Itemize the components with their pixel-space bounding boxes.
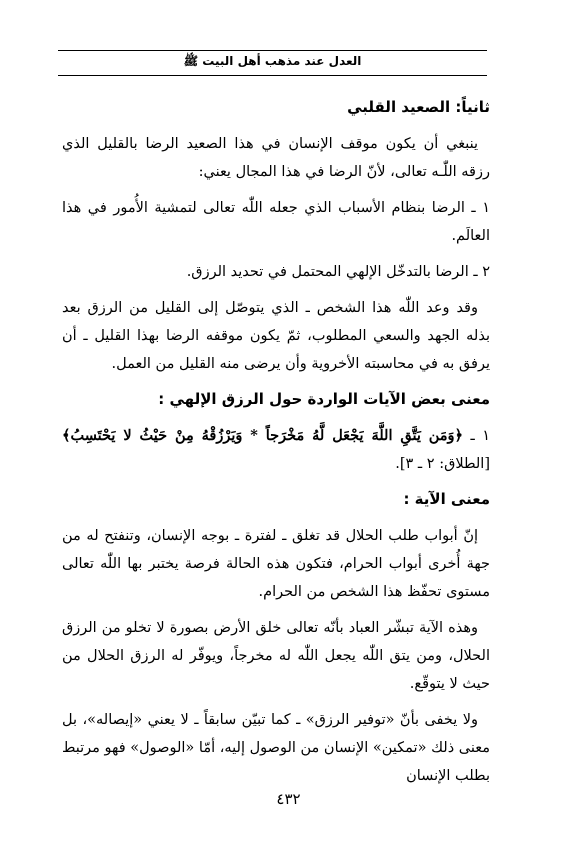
running-header — [58, 45, 487, 83]
paragraph: ينبغي أن يكون موقف الإنسان في هذا الصعيد الرضا بالقليل الذي رزقه اللّٰـه تعالى، لأنّ الرضا في هذا المجال يعني: — [62, 136, 490, 180]
section-heading: معنى بعض الآيات الواردة حول الرزق الإلهي : — [158, 390, 490, 408]
running-title: العدل عند مذهب أهل البيت ﷺ — [183, 54, 362, 68]
header-top-rule — [58, 50, 487, 51]
section-heading: معنى الآية : — [403, 490, 490, 508]
page-number: ٤٣٢ — [276, 790, 301, 808]
section-heading: ثانياً: الصعيد القلبي — [347, 98, 490, 116]
page-body — [62, 92, 490, 798]
paragraph: ولا يخفى بأنّ «توفير الرزق» ـ كما تبيّن سابقاً ـ لا يعني «إيصاله»، بل معنى ذلك «تمكين» الإنسان من الوصول إليه، أمّا «الوصول» فهو مرتبط بطلب الإنسان — [62, 712, 490, 784]
verse-number: ١ ـ — [470, 428, 491, 444]
paragraph: وقد وعد اللّٰه هذا الشخص ـ الذي يتوصّل إلى القليل من الرزق بعد بذله الجهد والسعي المطلوب، ثمّ يكون موقفه الرضا بهذا القليل ـ أن يرفق به في محاسبته الأخروية وأن يرضى منه القليل من العمل. — [62, 300, 490, 372]
verse-reference: [الطلاق: ٢ ـ ٣]. — [395, 456, 490, 472]
list-item: ٢ ـ الرضا بالتدخّل الإلهي المحتمل في تحديد الرزق. — [186, 264, 490, 280]
quran-verse — [62, 422, 490, 478]
list-item: ١ ـ الرضا بنظام الأسباب الذي جعله اللّٰه تعالى لتمشية الأُمور في هذا العالَم. — [62, 200, 490, 244]
verse-text: ﴿وَمَن يَتَّقِ اللَّهَ يَجْعَل لَّهُ مَخْرَجاً * وَيَرْزُقْهُ مِنْ حَيْثُ لا يَحْتَسِبُ﴾ — [62, 427, 464, 444]
paragraph: وهذه الآية تبشّر العباد بأنّه تعالى خلق الأرض بصورة لا تخلو من الرزق الحلال، ومن يتق اللّٰه يجعل اللّٰه له مخرجاً، ويوفّر له الرزق الحلال من حيث لا يتوقّع. — [62, 620, 490, 692]
paragraph: إنّ أبواب طلب الحلال قد تغلق ـ لفترة ـ بوجه الإنسان، وتنفتح له من جهة أُخرى أبواب الحرام، فتكون هذه الحالة فرصة يختبر بها اللّٰه تعالى مستوى تحفّظ هذا الشخص من الحرام. — [62, 528, 490, 600]
header-bottom-rule — [58, 75, 487, 76]
